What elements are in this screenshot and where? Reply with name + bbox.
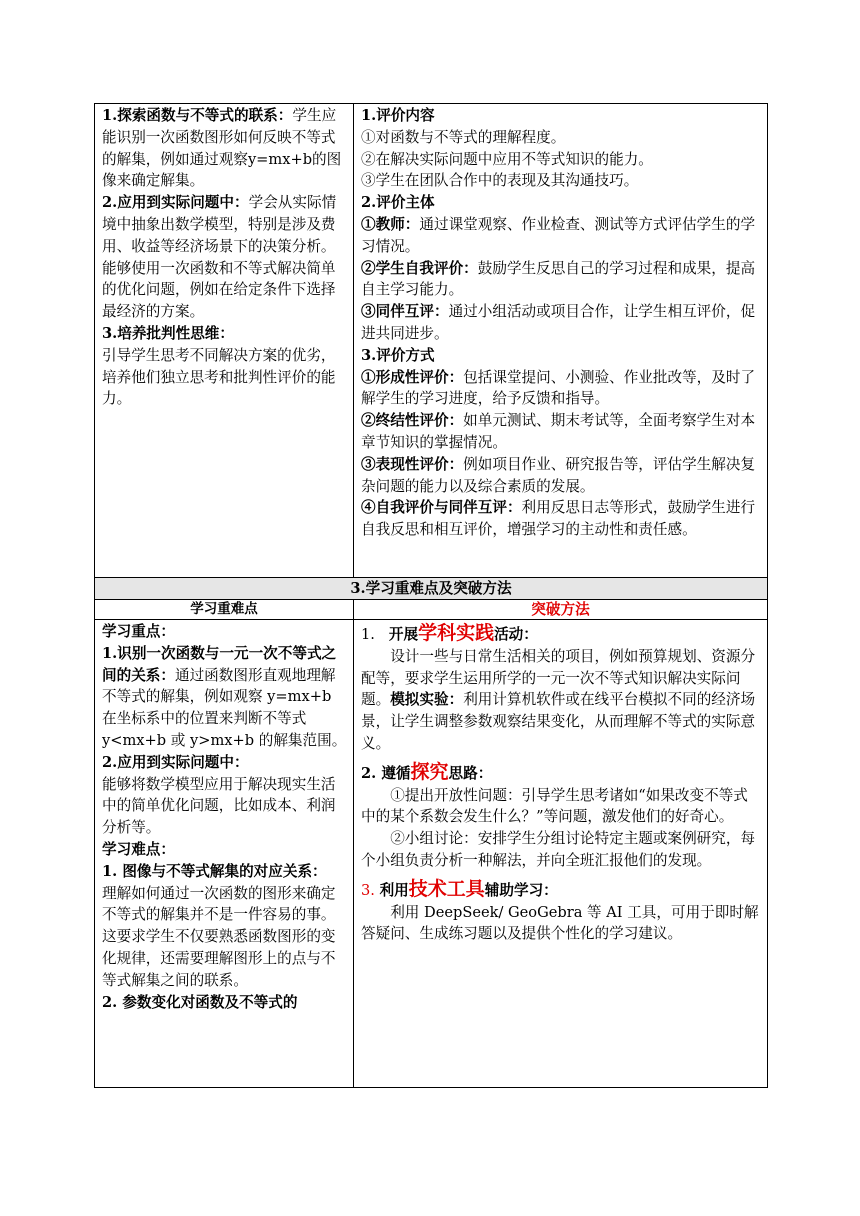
section-row [95,578,768,600]
eval-subject-item: ①教师：通过课堂观察、作业检查、测试等方式评估学生的学习情况。 [361,215,756,255]
eval-subject-item: ③同伴互评：通过小组活动或项目合作，让学生相互评价，促进共同进步。 [361,303,756,342]
eval-method-item: ④自我评价与同伴互评：利用反思日志等形式，鼓励学生进行自我反思和相互评价，增强学习的主动性和责任感。 [361,499,756,539]
method-1-text: 设计一些与日常生活相关的项目，例如预算规划、资源分配等，要求学生运用所学的一元一次不等式知识解决实际问题。模拟实验：利用计算机软件或在线平台模拟不同的经济场景，让学生调整参数观察结果变化，从而理解不等式的实际意义。 [361,647,756,752]
breakthrough-methods-cell [354,620,768,1088]
method-1-head: 1. 开展学科实践活动： [361,622,538,644]
header-key-difficulties: 学习重难点 [95,600,354,620]
difficulty-1-head: 1. 图像与不等式解集的对应关系： [102,862,327,880]
difficulty-2-head: 2. 参数变化对函数及不等式的 [102,993,298,1011]
eval-content-item: ①对函数与不等式的理解程度。 [361,128,566,146]
evaluation-cell [354,104,768,578]
method-3-head: 3. 利用技术工具辅助学习： [361,877,558,900]
eval-content-item: ②在解决实际问题中应用不等式知识的能力。 [361,150,653,168]
column-header-row [95,600,768,620]
learning-objectives-cell [95,104,354,578]
lesson-plan-table [94,103,768,1088]
header-breakthrough-methods: 突破方法 [354,600,768,620]
eval-method-title: 3.评价方式 [361,346,435,364]
eval-method-item: ②终结性评价：如单元测试、期末考试等，全面考察学生对本章节知识的掌握情况。 [361,412,756,451]
method-2-point-2: ②小组讨论：安排学生分组讨论特定主题或案例研究，每个小组负责分析一种解法，并向全班汇报他们的发现。 [361,830,756,869]
eval-method-item: ①形成性评价：包括课堂提问、小测验、作业批改等，及时了解学生的学习进度，给予反馈和指导。 [361,368,756,408]
objective-2: 2.应用到实际问题中：学会从实际情境中抽象出数学模型，特别是涉及费用、收益等经济场景下的决策分析。能够使用一次函数和不等式解决简单的优化问题，例如在给定条件下选择最经济的方案。 [102,194,337,321]
difficulty-1-text: 理解如何通过一次函数的图形来确定不等式的解集并不是一件容易的事。这要求学生不仅要熟悉函数图形的变化规律，还需要理解图形上的点与不等式解集之间的联系。 [102,884,336,989]
eval-content-item: ③学生在团队合作中的表现及其沟通技巧。 [361,172,639,190]
key-difficulties-cell [95,620,354,1088]
difficulties-title: 学习难点： [102,840,175,858]
objectives-evaluation-row [95,104,768,578]
section-title: 3.学习重难点及突破方法 [95,578,768,600]
key-point-2-head: 2.应用到实际问题中： [102,753,249,771]
eval-subject-title: 2.评价主体 [361,194,435,212]
eval-content-title: 1.评价内容 [361,107,435,124]
key-point-2-text: 能够将数学模型应用于解决现实生活中的简单优化问题，比如成本、利润分析等。 [102,775,336,837]
method-3-text: 利用 DeepSeek/ GeoGebra 等 AI 工具，可用于即时解答疑问、生成练习题以及提供个性化的学习建议。 [361,903,759,943]
objective-1: 1.探索函数与不等式的联系：学生应能识别一次函数图形如何反映不等式的解集，例如通过观察y=mx+b的图像来确定解集。 [102,107,342,190]
content-row [95,620,768,1088]
objective-3-text: 引导学生思考不同解决方案的优劣，培养他们独立思考和批判性评价的能力。 [102,346,336,408]
objective-3-head: 3.培养批判性思维： [102,324,234,342]
method-2-point-1: ①提出开放性问题：引导学生思考诸如“如果改变不等式中的某个系数会发生什么？”等问题，激发他们的好奇心。 [361,786,748,826]
eval-method-item: ③表现性评价：例如项目作业、研究报告等，评估学生解决复杂问题的能力以及综合素质的发展。 [361,455,756,495]
method-2-head: 2. 遵循探究思路： [361,760,493,783]
key-points-title: 学习重点： [102,623,175,640]
eval-subject-item: ②学生自我评价：鼓励学生反思自己的学习过程和成果，提高自主学习能力。 [361,259,756,299]
key-point-1: 1.识别一次函数与一元一次不等式之间的关系：通过函数图形直观地理解不等式的解集，例如观察 y=mx+b 在坐标系中的位置来判断不等式 y<mx+b 或 y>mx+b 的解集范围。 [102,644,347,749]
